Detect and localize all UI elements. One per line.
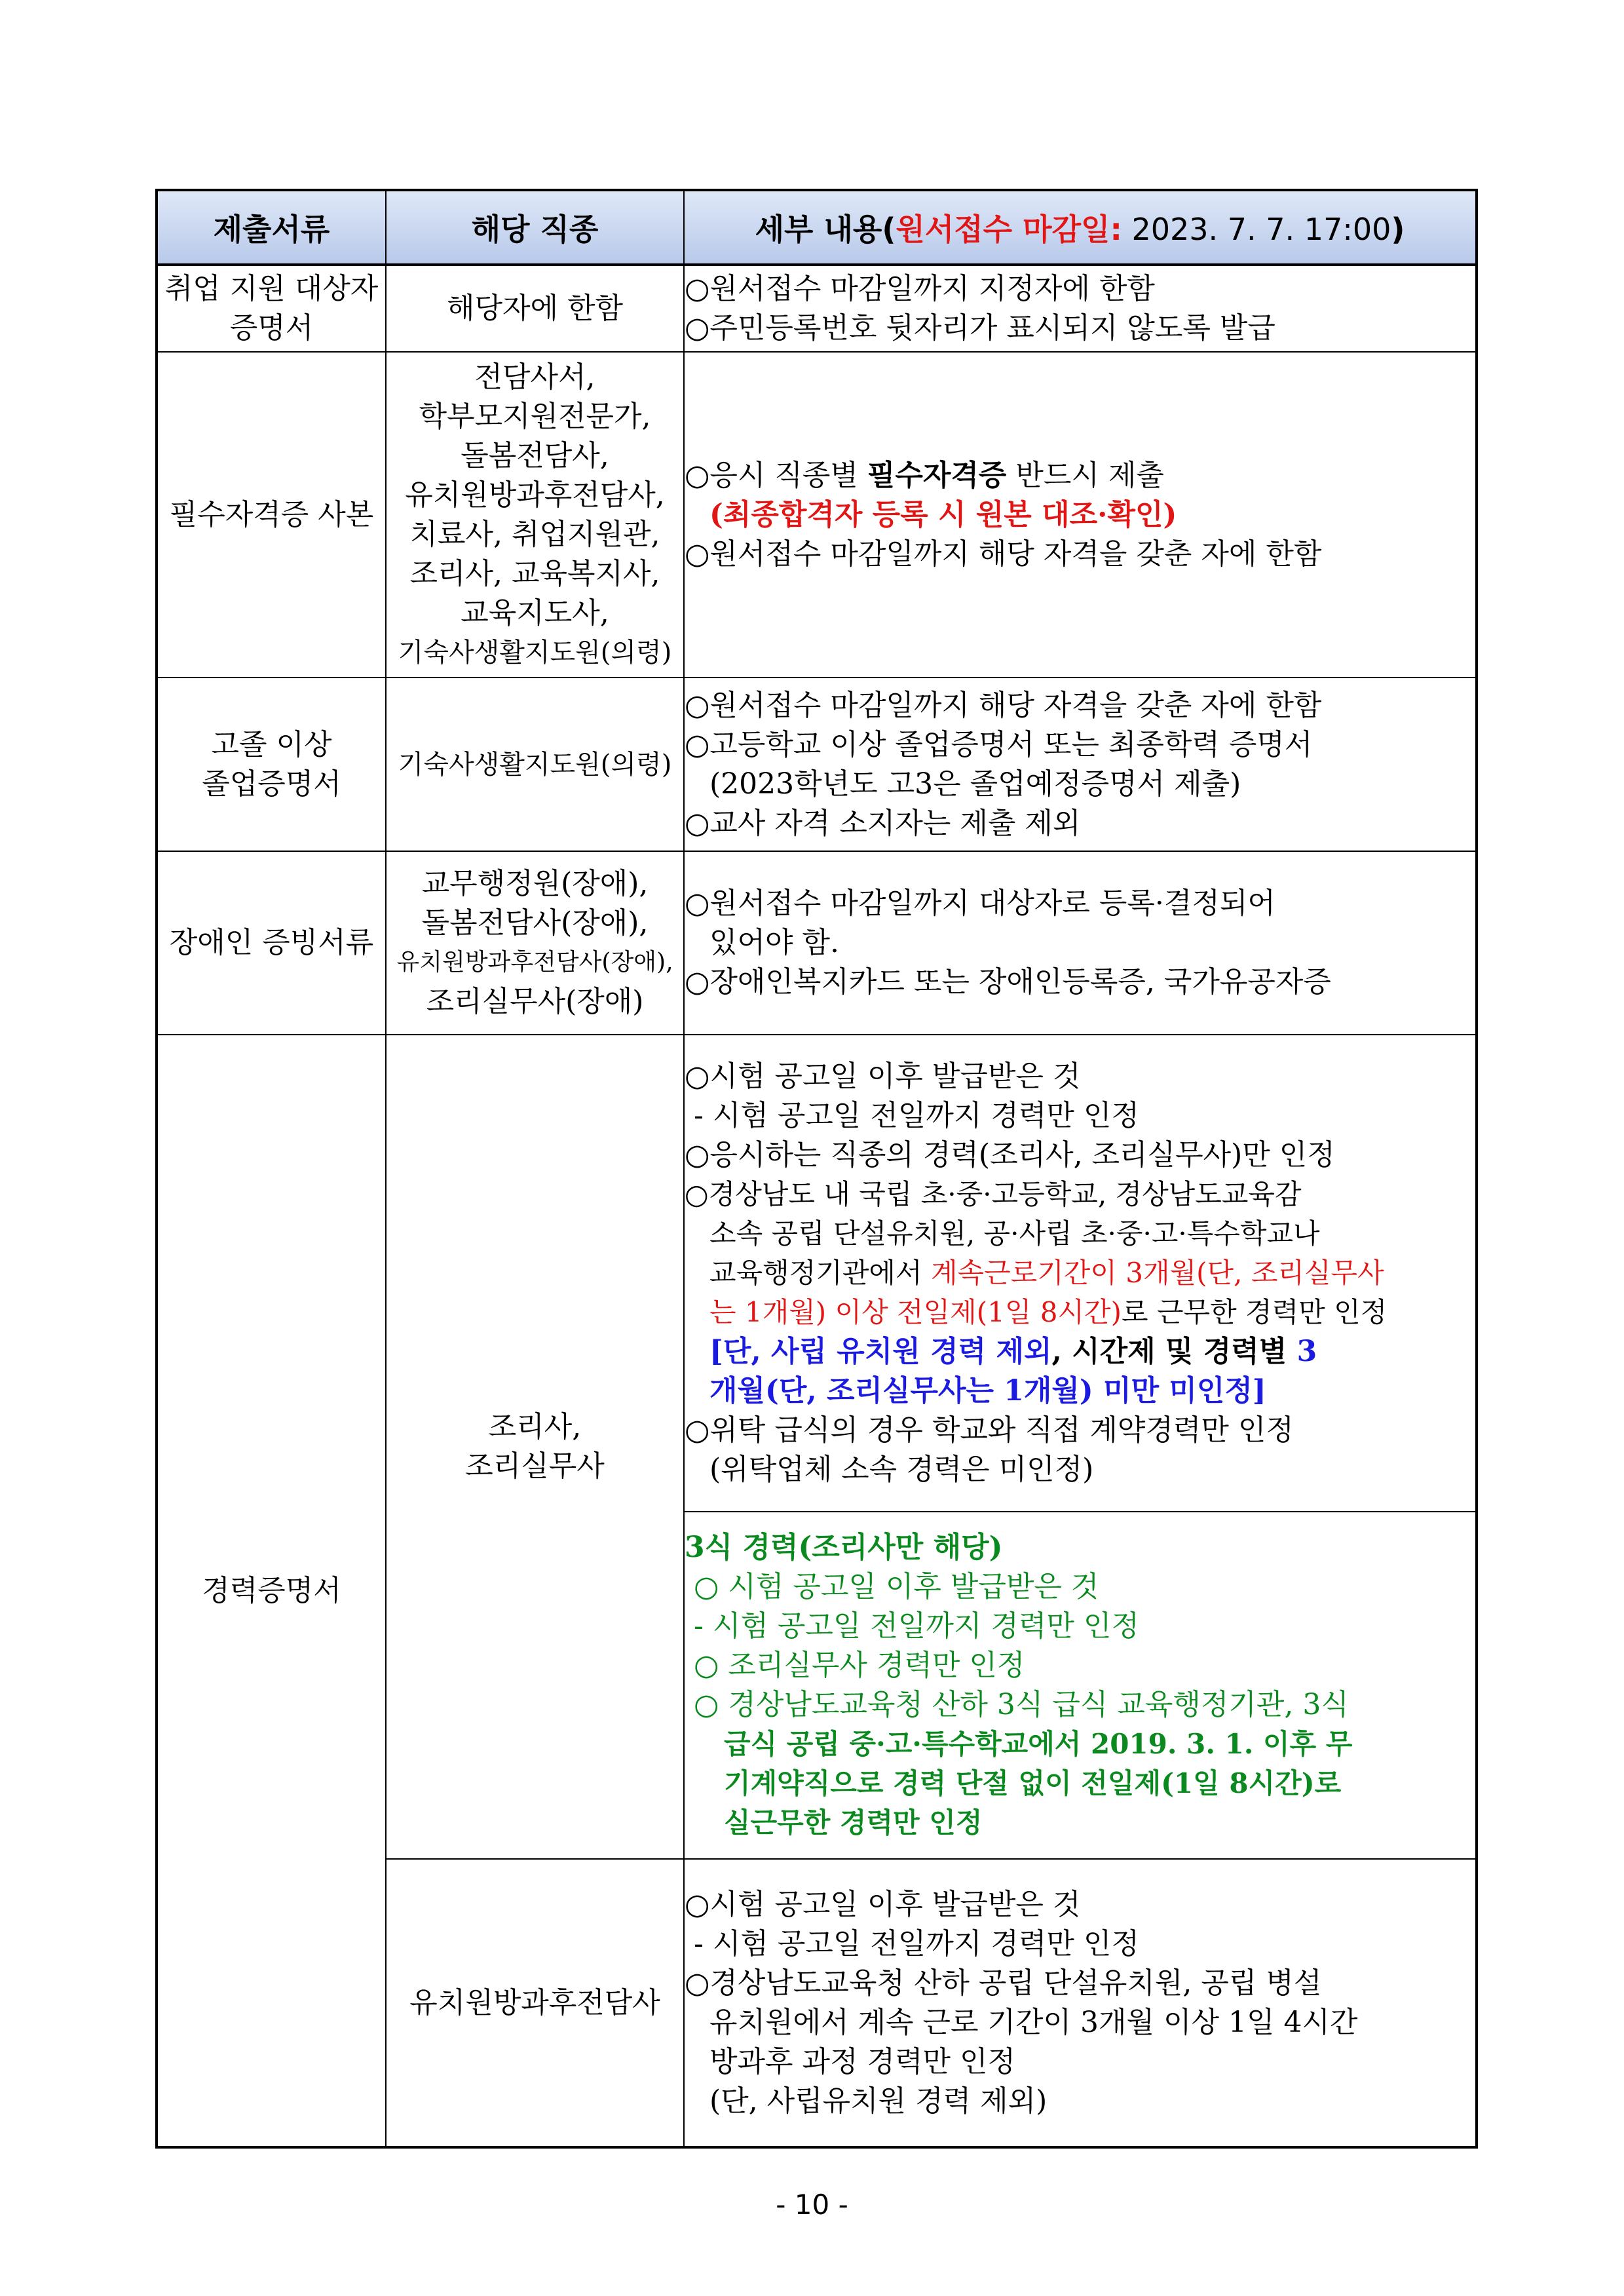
detail-cell: ○원서접수 마감일까지 해당 자격을 갖춘 자에 한함 ○고등학교 이상 졸업증명서 또는 최종학력 증명서 (2023학년도 고3은 졸업예정증명서 제출) ○교사 자격 소지자는 제출 제외 (684, 678, 1477, 851)
page-number: - 10 - (776, 2189, 848, 2221)
detail-cell: ○시험 공고일 이후 발급받은 것 - 시험 공고일 전일까지 경력만 인정 ○응시하는 직종의 경력(조리사, 조리실무사)만 인정 ○경상남도 내 국립 초·중·고등학교, 경상남도교육감 소속 공립 단설유치원, 공·사립 초·중·고·특수학교나 교육행정기관에서 계속근로기간이 3개월(단, 조리실무사 는 1개월) 이상 전일제(1일 8시간)로 근무한 경력만 인정 [단, 사립 유치원 경력 제외, 시간제 및 경력별 3 개월(단, 조리실무사는 1개월) 미만 미인정] ○위탁 급식의 경우 학교와 직접 계약경력만 인정 (위탁업체 소속 경력은 미인정) (684, 1035, 1477, 1512)
job-cell: 조리사, 조리실무사 (386, 1035, 684, 1859)
doc-cell: 취업 지원 대상자 증명서 (157, 265, 386, 352)
row-required-certificate (157, 352, 1477, 678)
detail-cell: 3식 경력(조리사만 해당) ○ 시험 공고일 이후 발급받은 것 - 시험 공고일 전일까지 경력만 인정 ○ 조리실무사 경력만 인정 ○ 경상남도교육청 산하 3식 급식 교육행정기관, 3식 급식 공립 중·고·특수학교에서 2019. 3. 1. 이후 무 기계약직으로 경력 단절 없이 전일제(1일 8시간)로 실근무한 경력만 인정 (684, 1512, 1477, 1859)
doc-cell: 장애인 증빙서류 (157, 851, 386, 1035)
job-cell: 전담사서, 학부모지원전문가, 돌봄전담사, 유치원방과후전담사, 치료사, 취업지원관, 조리사, 교육복지사, 교육지도사, 기숙사생활지도원(의령) (386, 352, 684, 678)
header-job-type: 해당 직종 (386, 190, 684, 265)
detail-cell: ○원서접수 마감일까지 대상자로 등록·결정되어 있어야 함. ○장애인복지카드 또는 장애인등록증, 국가유공자증 (684, 851, 1477, 1035)
header-submit-docs: 제출서류 (157, 190, 386, 265)
detail-cell: ○응시 직종별 필수자격증 반드시 제출 (최종합격자 등록 시 원본 대조·확인) ○원서접수 마감일까지 해당 자격을 갖춘 자에 한함 (684, 352, 1477, 678)
doc-cell: 고졸 이상 졸업증명서 (157, 678, 386, 851)
row-graduation-certificate (157, 678, 1477, 851)
job-cell: 유치원방과후전담사 (386, 1859, 684, 2147)
row-employment-support (157, 265, 1477, 352)
row-career-cook (157, 1035, 1477, 1512)
document-table (155, 189, 1478, 2149)
job-cell: 해당자에 한함 (386, 265, 684, 352)
detail-cell: ○원서접수 마감일까지 지정자에 한함 ○주민등록번호 뒷자리가 표시되지 않도록 발급 (684, 265, 1477, 352)
doc-cell: 필수자격증 사본 (157, 352, 386, 678)
detail-cell: ○시험 공고일 이후 발급받은 것 - 시험 공고일 전일까지 경력만 인정 ○경상남도교육청 산하 공립 단설유치원, 공립 병설 유치원에서 계속 근로 기간이 3개월 이상 1일 4시간 방과후 과정 경력만 인정 (단, 사립유치원 경력 제외) (684, 1859, 1477, 2147)
job-cell: 교무행정원(장애), 돌봄전담사(장애), 유치원방과후전담사(장애), 조리실무사(장애) (386, 851, 684, 1035)
row-disability-proof (157, 851, 1477, 1035)
header-row (157, 190, 1477, 265)
job-cell: 기숙사생활지도원(의령) (386, 678, 684, 851)
header-details: 세부 내용(원서접수 마감일: 2023. 7. 7. 17:00) (684, 190, 1477, 265)
doc-cell: 경력증명서 (157, 1035, 386, 2147)
